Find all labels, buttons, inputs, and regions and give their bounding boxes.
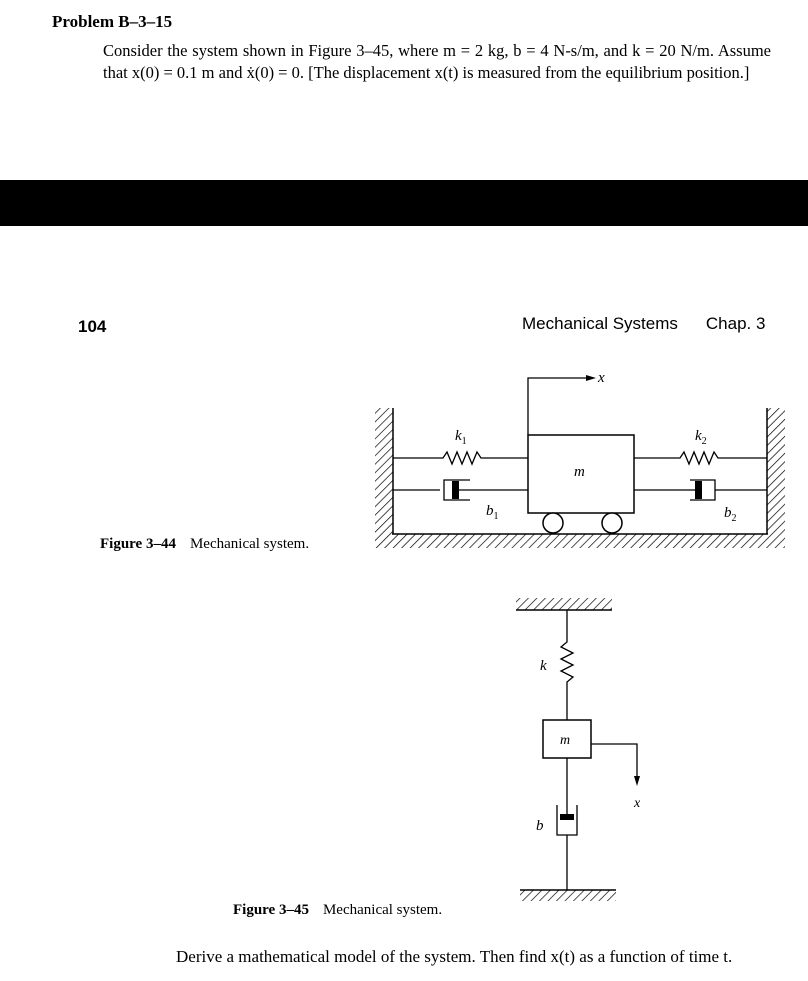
- problem-statement: Consider the system shown in Figure 3–45, where m = 2 kg, b = 4 N-s/m, and k = 20 N/m. Assume that x(0) = 0.1 m and ẋ(0) = 0. [The displacement x(t) is measured from the equilibrium position.]: [103, 41, 771, 82]
- label-k: k: [540, 658, 547, 674]
- ceiling-hatch: [516, 598, 612, 610]
- label-x: x: [598, 370, 605, 386]
- damper-b1: [393, 480, 528, 500]
- label-k2: $k_2$: [695, 428, 707, 447]
- label-m: m: [560, 733, 571, 748]
- figure-3-45-number: Figure 3–45: [233, 902, 309, 918]
- figure-3-44-caption-text: Mechanical system.: [189, 536, 310, 552]
- figure-3-45-diagram: [500, 592, 640, 922]
- label-b: b: [536, 818, 544, 834]
- ground-hatch: [375, 534, 785, 548]
- damper-b: [557, 758, 577, 890]
- right-wall-hatch: [767, 408, 785, 534]
- label-b1: $b_1$: [486, 503, 499, 522]
- label-x: x: [634, 796, 640, 811]
- figure-3-44-caption: [100, 536, 309, 553]
- figure-3-44-number: Figure 3–44: [100, 536, 176, 552]
- wheel-right: [602, 513, 622, 533]
- spring-k: [561, 610, 573, 720]
- page-number: 104: [78, 317, 107, 336]
- spring-k2: [634, 452, 767, 464]
- left-wall-hatch: [375, 408, 393, 534]
- spring-k1: [393, 452, 528, 464]
- problem-title: Problem B–3–15: [52, 12, 173, 31]
- chapter-label: Chap. 3: [705, 314, 766, 333]
- figure-3-44-diagram: [360, 360, 800, 560]
- redaction-band: [0, 180, 808, 226]
- task-statement: Derive a mathematical model of the system. Then find x(t) as a function of time t.: [176, 947, 733, 966]
- floor-hatch: [520, 890, 616, 901]
- figure-3-45-caption-text: Mechanical system.: [322, 902, 443, 918]
- damper-b2: [634, 480, 767, 500]
- running-header: [522, 314, 765, 334]
- label-b2: $b_2$: [724, 505, 737, 524]
- label-m: m: [574, 464, 585, 480]
- section-title: Mechanical Systems: [522, 314, 678, 333]
- wheel-left: [543, 513, 563, 533]
- figure-3-45-caption: [233, 902, 442, 919]
- label-k1: $k_1$: [455, 428, 467, 447]
